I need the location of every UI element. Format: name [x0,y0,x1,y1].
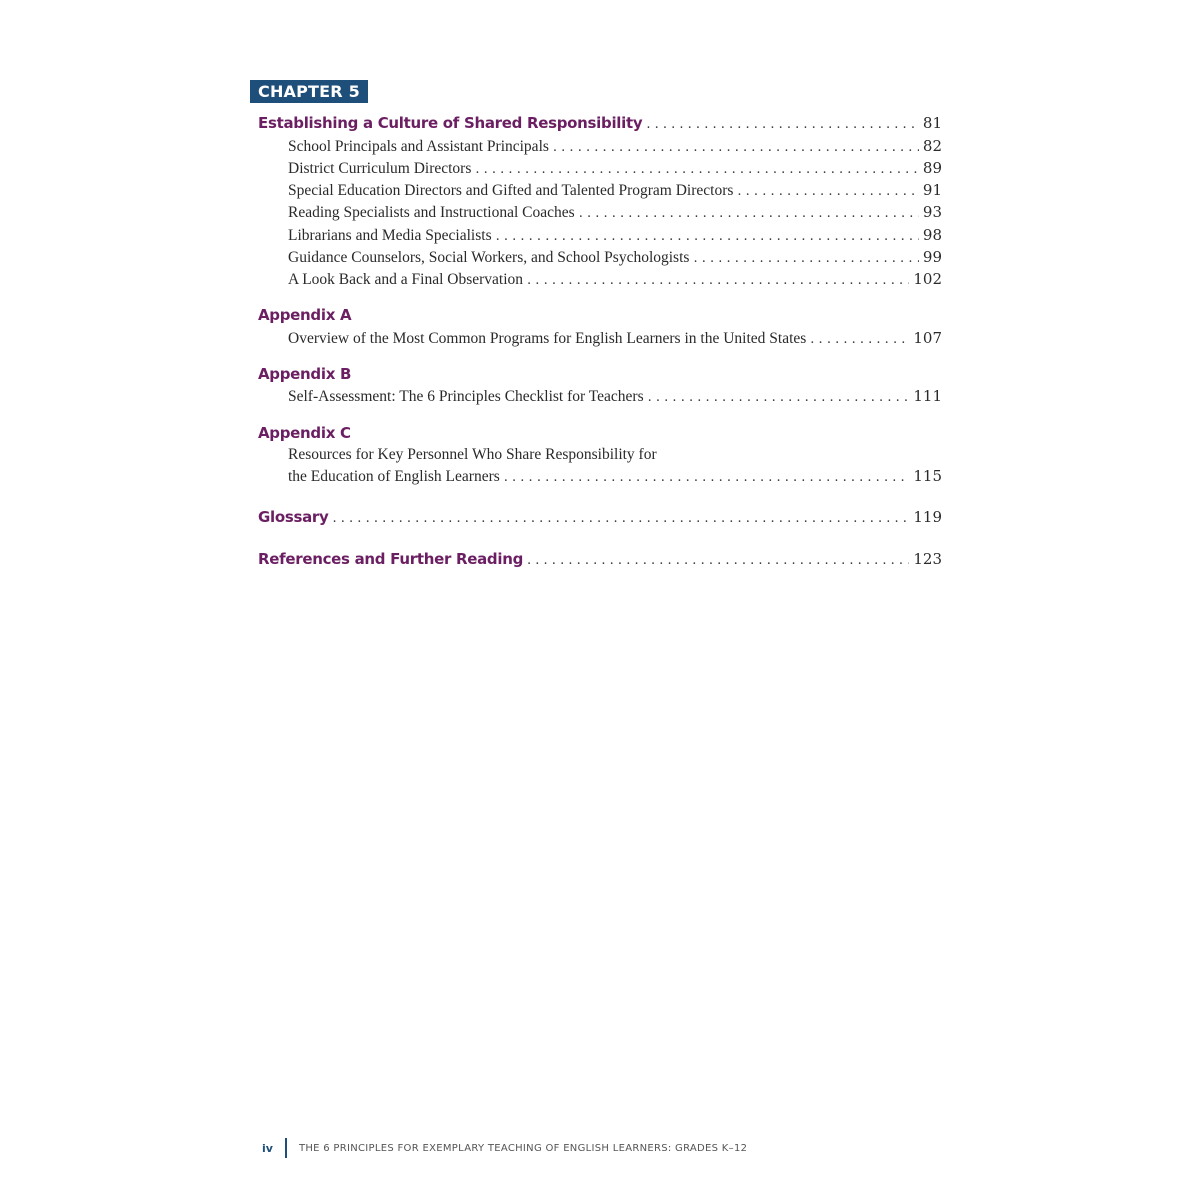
dot-leader [527,553,909,568]
appendix-title: Self-Assessment: The 6 Principles Checklist for Teachers [288,388,644,405]
toc-entry-appendix-a[interactable] [288,329,942,348]
toc-entry-section[interactable] [288,203,942,222]
page-number: 93 [922,203,942,221]
appendix-b-heading: Appendix B [258,365,352,383]
dot-leader [810,332,909,347]
page-number: 119 [913,508,942,526]
toc-entry-appendix-c[interactable] [288,467,942,486]
page-number: 123 [913,550,942,568]
toc-entry-section[interactable] [288,159,942,178]
section-title: Special Education Directors and Gifted and Talented Program Directors [288,182,734,199]
section-title: Reading Specialists and Instructional Coaches [288,204,575,221]
dot-leader [496,229,919,244]
toc-entry-section[interactable] [288,270,942,289]
toc-entry-chapter-5[interactable] [258,114,942,132]
section-title: Librarians and Media Specialists [288,227,492,244]
footer-divider [285,1138,287,1158]
appendix-c-heading: Appendix C [258,424,351,442]
page-folio: iv [262,1141,273,1155]
section-title: District Curriculum Directors [288,160,472,177]
page-number: 107 [913,329,942,347]
toc-entry-section[interactable] [288,226,942,245]
appendix-title-line-2: the Education of English Learners [288,468,500,485]
appendix-title: Overview of the Most Common Programs for English Learners in the United States [288,330,807,347]
toc-entry-glossary[interactable] [258,508,942,526]
toc-entry-references[interactable] [258,550,942,568]
page-number: 99 [922,248,942,266]
chapter-badge: CHAPTER 5 [250,80,368,103]
section-title: School Principals and Assistant Principals [288,138,549,155]
page-number: 111 [913,387,942,405]
chapter-title: Establishing a Culture of Shared Responsibility [258,114,643,132]
references-title: References and Further Reading [258,550,524,568]
section-title: A Look Back and a Final Observation [288,271,524,288]
dot-leader [693,251,918,266]
page-number: 81 [922,114,942,132]
dot-leader [504,470,910,485]
dot-leader [737,184,919,199]
dot-leader [333,511,910,526]
dot-leader [646,117,919,132]
page-number: 98 [922,226,942,244]
appendix-c-title-line-1[interactable]: Resources for Key Personnel Who Share Responsibility for [288,446,657,463]
page-number: 82 [922,137,942,155]
glossary-title: Glossary [258,508,329,526]
page-footer [262,1137,747,1159]
toc-entry-section[interactable] [288,248,942,267]
page-number: 102 [913,270,942,288]
dot-leader [553,140,919,155]
dot-leader [527,273,909,288]
page-number: 89 [922,159,942,177]
toc-entry-appendix-b[interactable] [288,387,942,406]
section-title: Guidance Counselors, Social Workers, and School Psychologists [288,249,690,266]
toc-entry-section[interactable] [288,181,942,200]
page-number: 115 [913,467,942,485]
appendix-a-heading: Appendix A [258,306,352,324]
dot-leader [579,206,919,221]
dot-leader [475,162,919,177]
running-title: THE 6 PRINCIPLES FOR EXEMPLARY TEACHING OF ENGLISH LEARNERS: GRADES K–12 [298,1142,748,1154]
page-number: 91 [922,181,942,199]
dot-leader [648,390,910,405]
toc-entry-section[interactable] [288,137,942,156]
